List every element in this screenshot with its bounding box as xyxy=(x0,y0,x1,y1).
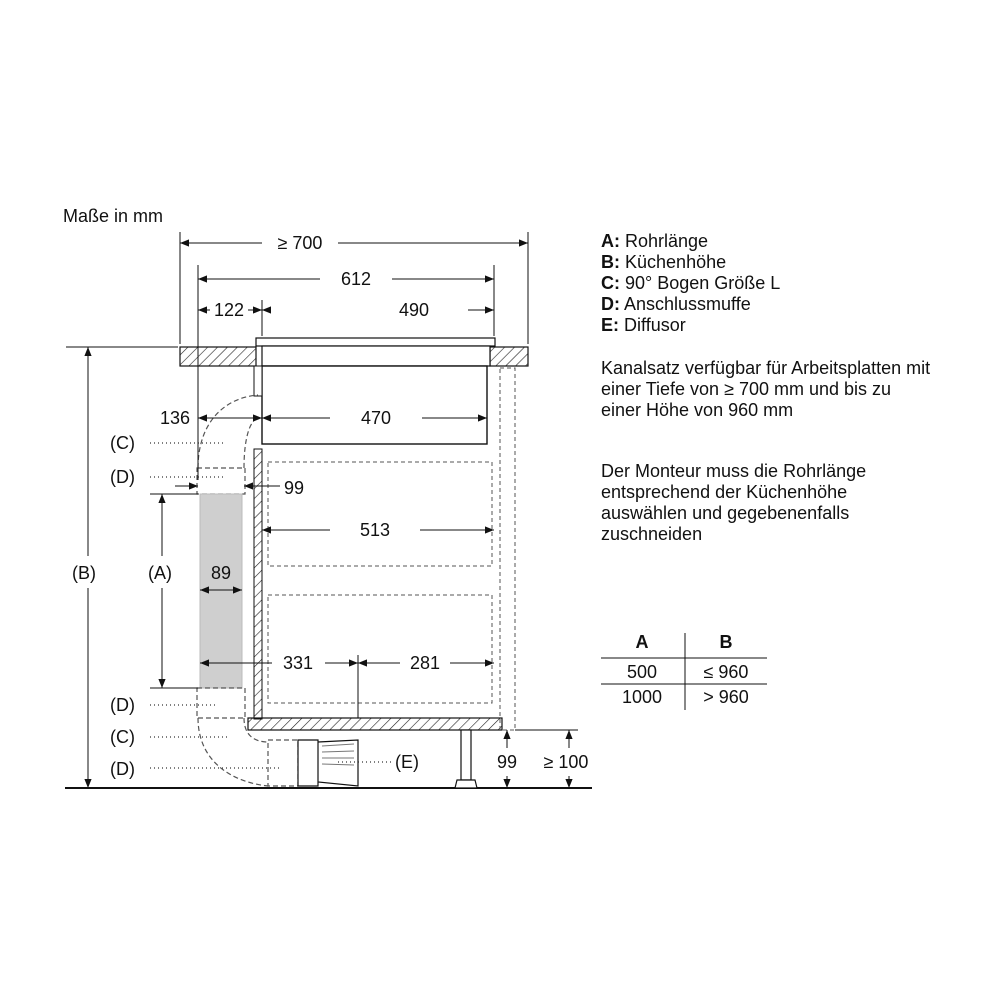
note-kit-availability: Kanalsatz verfügbar für Arbeitsplatten mit einer Tiefe von ≥ 700 mm und bis zu einer Höhe von 960 mm xyxy=(601,358,931,420)
callout-d-mid: (D) xyxy=(110,695,135,715)
table-cell: > 960 xyxy=(703,687,749,707)
table-header-a: A xyxy=(635,632,649,652)
hob-bracket xyxy=(254,366,262,396)
legend-text: Anschlussmuffe xyxy=(624,294,751,314)
legend-item-c xyxy=(601,273,780,294)
legend-key: A: xyxy=(601,231,620,251)
legend-item-d xyxy=(601,294,780,315)
cabinet-foot xyxy=(461,730,471,780)
callout-d-top: (D) xyxy=(110,467,135,487)
legend-key: D: xyxy=(601,294,620,314)
hob-frame xyxy=(262,346,490,366)
cabinet-front xyxy=(500,368,515,730)
callout-b: (B) xyxy=(72,563,96,583)
table-header-b: B xyxy=(719,632,733,652)
callout-d-bottom: (D) xyxy=(110,759,135,779)
dim-duct-width: 89 xyxy=(210,563,232,583)
table-cell: 1000 xyxy=(621,687,663,707)
duct-bend-top xyxy=(198,395,258,468)
dim-hob-depth: 612 xyxy=(340,269,372,289)
cabinet-back-panel xyxy=(254,449,262,719)
dim-overall-depth: ≥ 700 xyxy=(277,233,323,253)
dim-duct-gap: 99 xyxy=(284,478,305,498)
drawer-lower xyxy=(268,595,492,703)
callout-c-bottom: (C) xyxy=(110,727,135,747)
legend-item-b xyxy=(601,252,780,273)
dim-bottom-right: 281 xyxy=(409,653,441,673)
extension-lines xyxy=(66,232,578,730)
legend-item-e xyxy=(601,315,780,336)
hob-glass xyxy=(256,338,495,346)
dim-plinth-min: ≥ 100 xyxy=(543,752,589,772)
dim-cutout-width: 470 xyxy=(360,408,392,428)
units-label: Maße in mm xyxy=(63,206,164,226)
duct-socket-top xyxy=(197,468,245,494)
table-cell: ≤ 960 xyxy=(703,662,749,682)
cabinet-foot-base xyxy=(455,780,477,788)
legend-text: Diffusor xyxy=(624,315,686,335)
legend-text: Rohrlänge xyxy=(625,231,709,251)
duct-socket-bottom xyxy=(197,688,245,718)
worktop-left xyxy=(180,347,256,366)
dim-duct-offset: 136 xyxy=(159,408,191,428)
legend-key: B: xyxy=(601,252,620,272)
legend-key: E: xyxy=(601,315,619,335)
dim-inner-depth: 513 xyxy=(359,520,391,540)
callout-a: (A) xyxy=(148,563,172,583)
legend xyxy=(601,231,780,336)
legend-text: 90° Bogen Größe L xyxy=(625,273,781,293)
note-installer: Der Monteur muss die Rohrlänge entsprechend der Küchenhöhe auswählen und gegebenenfalls zuschneiden xyxy=(601,461,867,544)
dim-hob-right: 490 xyxy=(398,300,430,320)
worktop-right xyxy=(490,347,528,366)
legend-key: C: xyxy=(601,273,620,293)
dim-plinth-height: 99 xyxy=(496,752,518,772)
diffuser xyxy=(298,740,358,786)
callout-e: (E) xyxy=(395,752,419,772)
callout-c-top: (C) xyxy=(110,433,135,453)
dimension-lines xyxy=(88,243,569,788)
dim-bottom-left: 331 xyxy=(282,653,314,673)
legend-text: Küchenhöhe xyxy=(625,252,727,272)
legend-item-a xyxy=(601,231,780,252)
duct-tube xyxy=(200,494,242,688)
cabinet-bottom-shelf xyxy=(248,718,502,730)
dim-offset-left: 122 xyxy=(213,300,245,320)
duct-socket-plinth xyxy=(268,740,298,786)
table-cell: 500 xyxy=(626,662,658,682)
hob-body xyxy=(262,366,487,444)
